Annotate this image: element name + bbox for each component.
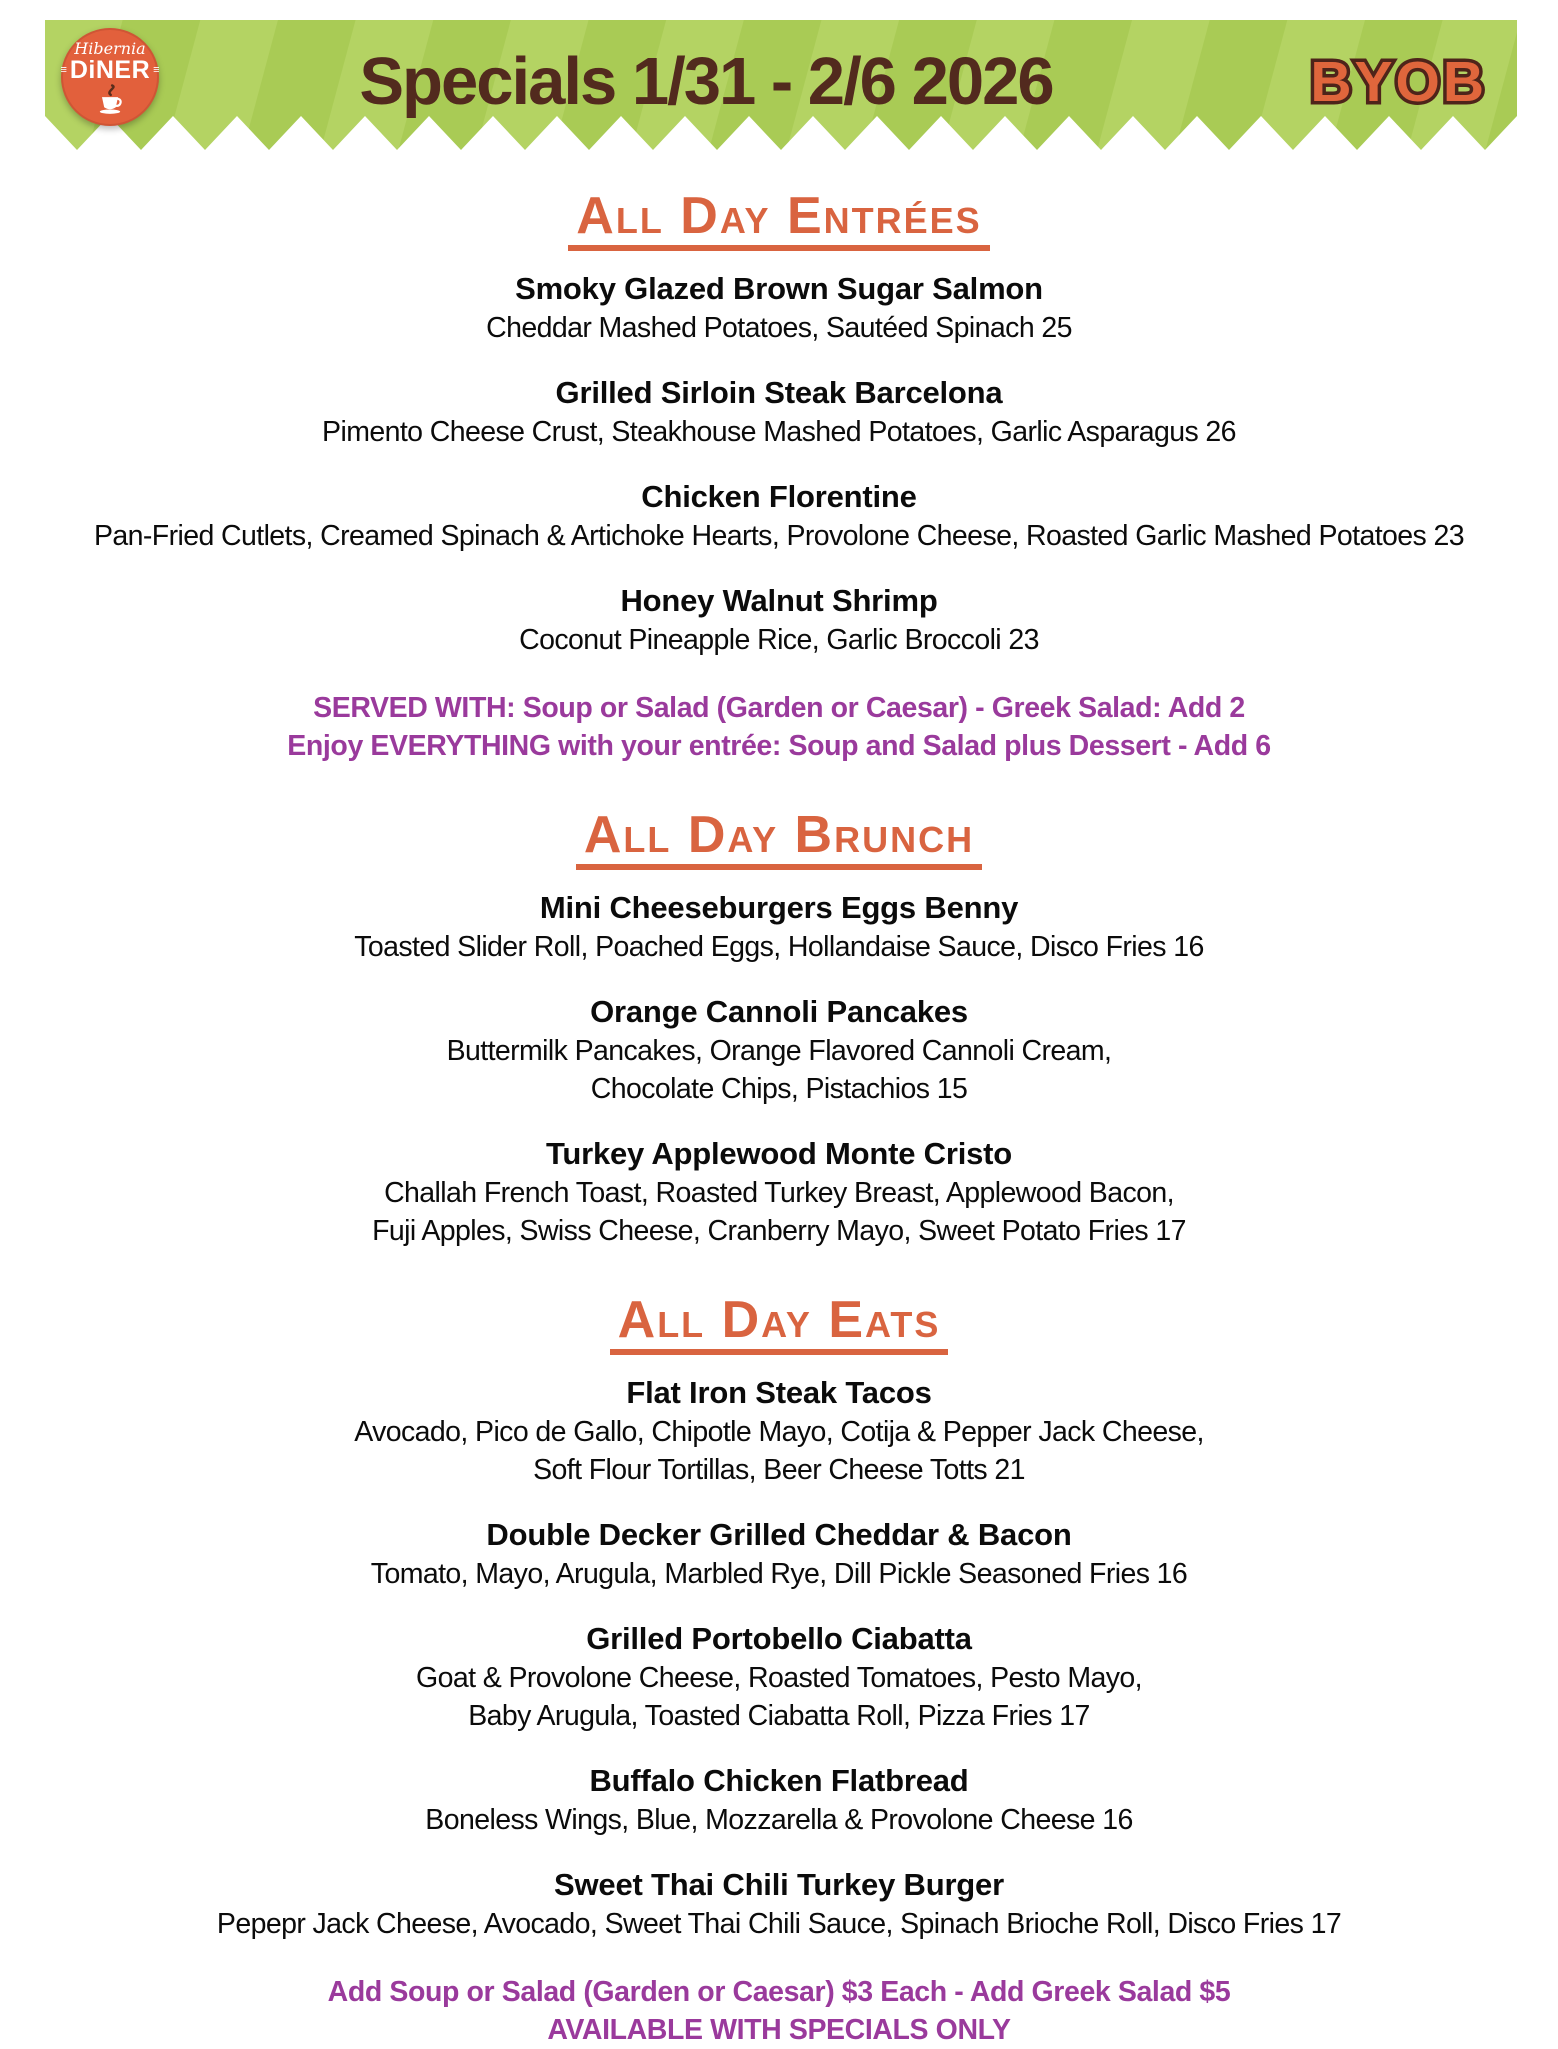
diner-logo (61, 28, 159, 126)
item-desc-line: Baby Arugula, Toasted Ciabatta Roll, Pizza Fries 17 (468, 1700, 1090, 1732)
menu-item-sirloin (50, 377, 1508, 451)
item-name: Flat Iron Steak Tacos (626, 1375, 932, 1410)
item-desc-line: Chocolate Chips, Pistachios 15 (590, 1073, 968, 1105)
menu-item-thai-turkey-burger (50, 1869, 1508, 1943)
logo-name-row (60, 55, 160, 84)
item-name: Sweet Thai Chili Turkey Burger (554, 1867, 1004, 1902)
specials-title: Specials 1/31 - 2/6 2026 (359, 44, 1053, 119)
item-name: Honey Walnut Shrimp (620, 583, 938, 618)
logo-script-text: Hibernia (74, 38, 146, 58)
item-name: Double Decker Grilled Cheddar & Bacon (486, 1517, 1072, 1552)
section-head (50, 187, 1508, 251)
entrees-notes (50, 689, 1508, 765)
section-title-eats: All Day Eats (610, 1294, 949, 1355)
section-title-entrees: All Day Entrées (568, 190, 989, 251)
note-line: AVAILABLE WITH SPECIALS ONLY (547, 2014, 1011, 2046)
item-desc-line: Soft Flour Tortillas, Beer Cheese Totts 21 (533, 1454, 1025, 1486)
item-desc-line: Avocado, Pico de Gallo, Chipotle Mayo, Cotija & Pepper Jack Cheese, (354, 1416, 1204, 1448)
menu-item-monte-cristo (50, 1138, 1508, 1250)
item-desc-line: Boneless Wings, Blue, Mozzarella & Provolone Cheese 16 (425, 1804, 1133, 1836)
menu-item-buffalo-flatbread (50, 1765, 1508, 1839)
logo-right-lines-icon: ≡ (153, 63, 160, 76)
coffee-cup-icon (92, 84, 128, 116)
section-title-brunch: All Day Brunch (576, 809, 982, 870)
section-head (50, 1291, 1508, 1355)
item-desc-line: Cheddar Mashed Potatoes, Sautéed Spinach 25 (486, 312, 1072, 344)
item-desc-line: Coconut Pineapple Rice, Garlic Broccoli 23 (519, 624, 1039, 656)
note-line: Add Soup or Salad (Garden or Caesar) $3 Each - Add Greek Salad $5 (327, 1976, 1231, 2008)
item-name: Orange Cannoli Pancakes (590, 994, 968, 1029)
note-line: SERVED WITH: Soup or Salad (Garden or Caesar) - Greek Salad: Add 2 (313, 692, 1245, 724)
item-desc-line: Fuji Apples, Swiss Cheese, Cranberry Mayo, Sweet Potato Fries 17 (372, 1215, 1186, 1247)
menu-item-chicken-florentine (50, 481, 1508, 555)
section-all-day-brunch (50, 806, 1508, 1250)
section-head (50, 806, 1508, 870)
byob-badge: BYOB (1310, 50, 1487, 114)
note-line: Enjoy EVERYTHING with your entrée: Soup and Salad plus Dessert - Add 6 (287, 730, 1271, 762)
item-desc-line: Challah French Toast, Roasted Turkey Breast, Applewood Bacon, (384, 1177, 1174, 1209)
item-desc-line: Pepepr Jack Cheese, Avocado, Sweet Thai Chili Sauce, Spinach Brioche Roll, Disco Fries 17 (216, 1908, 1342, 1940)
item-name: Grilled Sirloin Steak Barcelona (555, 375, 1003, 410)
item-name: Buffalo Chicken Flatbread (589, 1763, 969, 1798)
item-desc-line: Toasted Slider Roll, Poached Eggs, Hollandaise Sauce, Disco Fries 16 (354, 931, 1204, 963)
item-name: Turkey Applewood Monte Cristo (545, 1136, 1013, 1171)
item-name: Grilled Portobello Ciabatta (586, 1621, 972, 1656)
logo-name-text: DiNER (69, 55, 151, 84)
item-name: Chicken Florentine (641, 479, 917, 514)
header-banner (45, 20, 1517, 150)
menu-item-eggs-benny (50, 892, 1508, 966)
section-all-day-eats (50, 1291, 1508, 2049)
menu-item-honey-walnut-shrimp (50, 585, 1508, 659)
logo-left-lines-icon: ≡ (60, 63, 67, 76)
menu-item-double-decker (50, 1519, 1508, 1593)
item-name: Mini Cheeseburgers Eggs Benny (539, 890, 1019, 925)
item-desc-line: Buttermilk Pancakes, Orange Flavored Cannoli Cream, (446, 1035, 1112, 1067)
section-all-day-entrees (50, 187, 1508, 765)
item-desc-line: Goat & Provolone Cheese, Roasted Tomatoes, Pesto Mayo, (416, 1662, 1142, 1694)
menu-content (50, 150, 1508, 2049)
item-desc-line: Pimento Cheese Crust, Steakhouse Mashed Potatoes, Garlic Asparagus 26 (322, 416, 1236, 448)
menu-item-portobello-ciabatta (50, 1623, 1508, 1735)
eats-notes (50, 1973, 1508, 2049)
item-name: Smoky Glazed Brown Sugar Salmon (515, 271, 1043, 306)
menu-item-steak-tacos (50, 1377, 1508, 1489)
menu-item-cannoli-pancakes (50, 996, 1508, 1108)
item-desc-line: Tomato, Mayo, Arugula, Marbled Rye, Dill Pickle Seasoned Fries 16 (370, 1558, 1188, 1590)
menu-item-salmon (50, 273, 1508, 347)
item-desc-line: Pan-Fried Cutlets, Creamed Spinach & Artichoke Hearts, Provolone Cheese, Roasted Garlic Mashed Potatoes 23 (93, 520, 1465, 552)
